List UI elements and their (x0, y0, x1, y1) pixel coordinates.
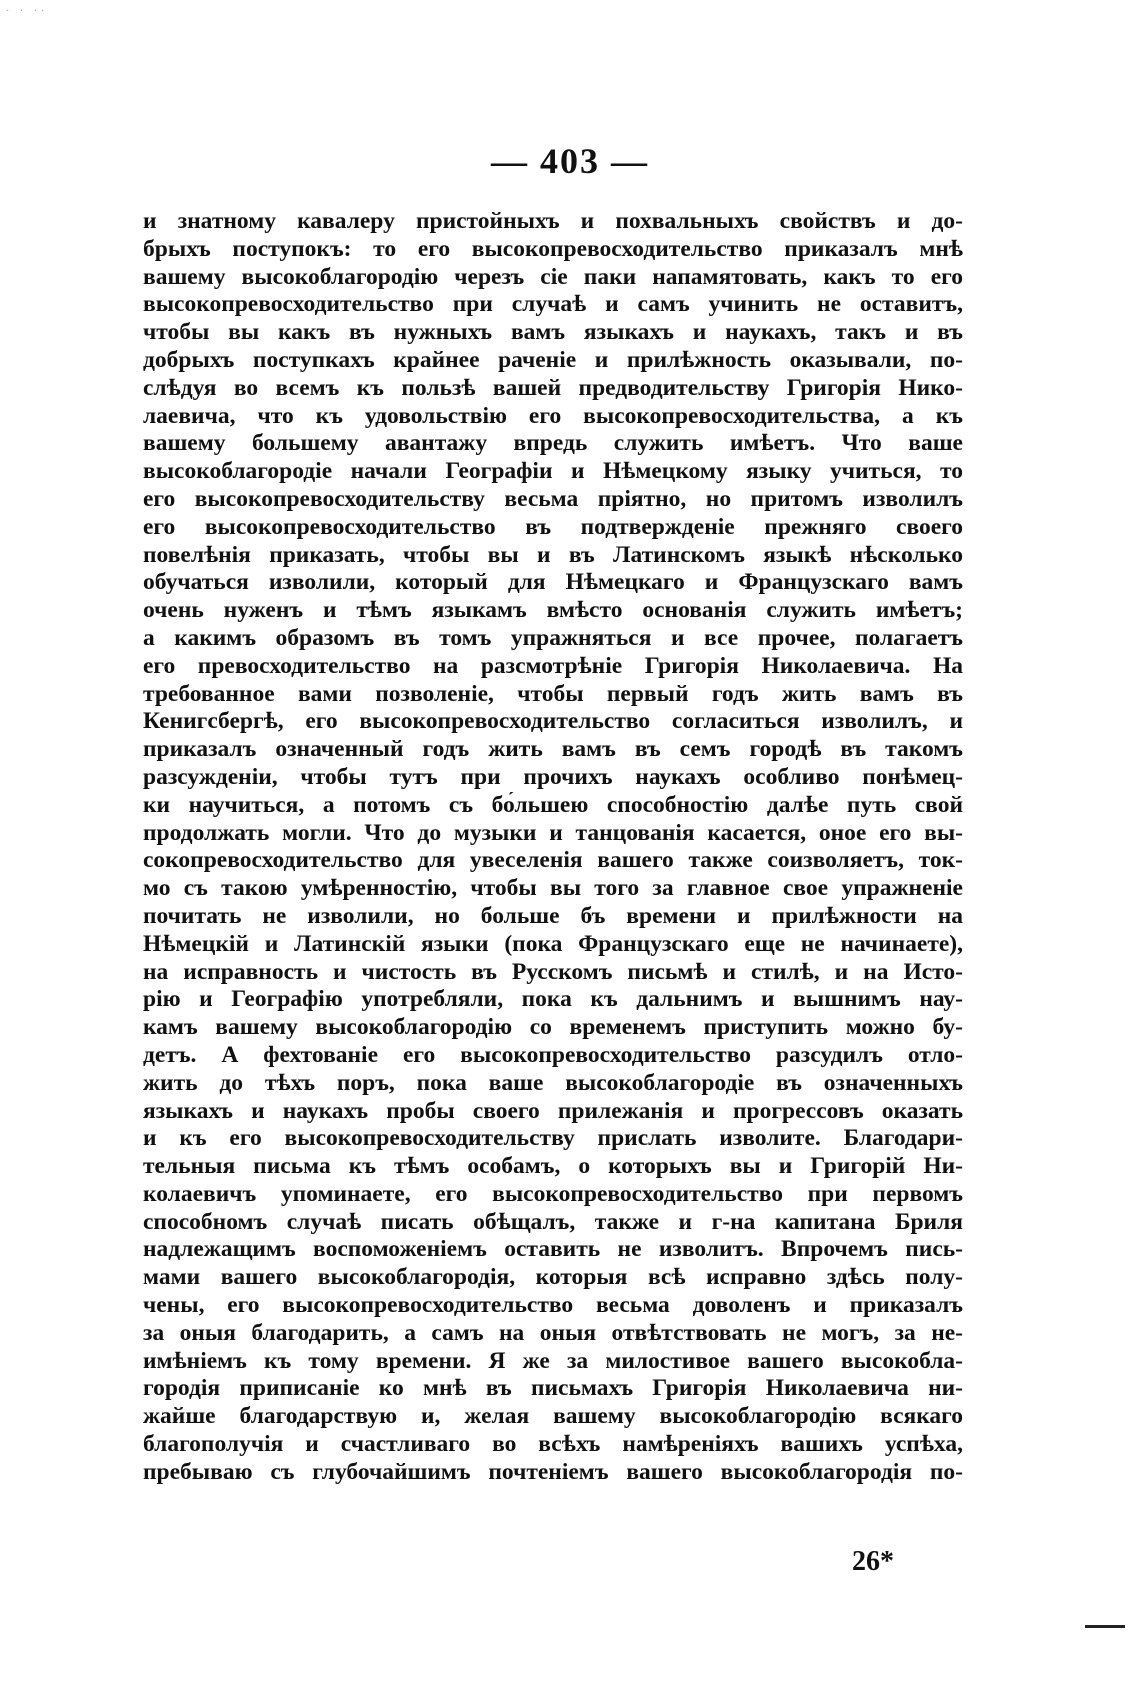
text-line: почитать не изволили, но больше бъ времени и прилѣжности на (143, 902, 963, 929)
text-line: чтобы вы какъ въ нужныхъ вамъ языкахъ и наукахъ, такъ и въ (143, 319, 963, 346)
text-line: за оныя благодарить, а самъ на оныя отвѣтствовать не могъ, за не- (143, 1319, 963, 1346)
text-line: имѣніемъ къ тому времени. Я же за милостивое вашего высокобла- (143, 1347, 963, 1374)
text-line: способномъ случаѣ писать обѣщалъ, также и г-на капитана Бриля (143, 1208, 963, 1235)
text-line: мо съ такою умѣренностію, чтобы вы того за главное свое упражненіе (143, 875, 963, 902)
text-line: вашему высокоблагородію черезъ сіе паки напамятовать, какъ то его (143, 263, 963, 290)
text-line: пребываю съ глубочайшимъ почтеніемъ вашего высокоблагородія по- (143, 1458, 963, 1485)
text-line: приказалъ означенный годъ жить вамъ въ семъ городѣ въ такомъ (143, 736, 963, 763)
text-line: Кенигсбергѣ, его высокопревосходительство согласиться изволилъ, и (143, 708, 963, 735)
text-line: рію и Географію употребляли, пока къ дальнимъ и вышнимъ нау- (143, 986, 963, 1013)
text-line: обучаться изволили, который для Нѣмецкаго и Французскаго вамъ (143, 569, 963, 596)
text-line: детъ. А фехтованіе его высокопревосходительство разсудилъ отло- (143, 1041, 963, 1068)
text-line: и къ его высокопревосходительству прислать изволите. Благодари- (143, 1125, 963, 1152)
text-line: брыхъ поступокъ: то его высокопревосходительство приказалъ мнѣ (143, 235, 963, 262)
corner-marks: · · ·· (6, 6, 49, 17)
text-line: добрыхъ поступкахъ крайнее раченіе и прилѣжность оказывали, по- (143, 346, 963, 373)
text-line: а какимъ образомъ въ томъ упражняться и все прочее, полагаетъ (143, 624, 963, 651)
text-line: сокопревосходительство для увеселенія вашего также соизволяетъ, ток- (143, 847, 963, 874)
page-number: — 403 — (491, 141, 649, 181)
text-line: языкахъ и наукахъ пробы своего прилежанія и прогрессовъ оказать (143, 1097, 963, 1124)
text-line: высокопревосходительство при случаѣ и самъ учинить не оставитъ, (143, 291, 963, 318)
text-line: на исправность и чистость въ Русскомъ письмѣ и стилѣ, и на Исто- (143, 958, 963, 985)
edge-dash (1085, 1625, 1125, 1628)
text-line: Нѣмецкій и Латинскій языки (пока Французскаго еще не начинаете), (143, 930, 963, 957)
text-line: чены, его высокопревосходительство весьма доволенъ и приказалъ (143, 1292, 963, 1319)
text-line: продолжать могли. Что до музыки и танцованія касается, оное его вы- (143, 819, 963, 846)
text-line: лаевича, что къ удовольствію его высокопревосходительства, а къ (143, 402, 963, 429)
text-line: мами вашего высокоблагородія, которыя всѣ исправно здѣсь полу- (143, 1264, 963, 1291)
text-line: надлежащимъ воспоможеніемъ оставить не изволитъ. Впрочемъ пись- (143, 1236, 963, 1263)
text-line: его высокопревосходительству весьма пріятно, но притомъ изволилъ (143, 485, 963, 512)
text-line: жить до тѣхъ поръ, пока ваше высокоблагородіе въ означенныхъ (143, 1069, 963, 1096)
text-line: его высокопревосходительство въ подтвержденіе прежняго своего (143, 513, 963, 540)
text-line: вашему большему авантажу впредь служить имѣетъ. Что ваше (143, 430, 963, 457)
text-line: слѣдуя во всемъ къ пользѣ вашей предводительству Григорія Нико- (143, 374, 963, 401)
text-line: городія приписаніе ко мнѣ въ письмахъ Григорія Николаевича ни- (143, 1375, 963, 1402)
text-line: ки научиться, а потомъ съ бо́льшею способностію далѣе путь свой (143, 791, 963, 818)
text-line: высокоблагородіе начали Географіи и Нѣмецкому языку учиться, то (143, 458, 963, 485)
text-line: жайше благодарствую и, желая вашему высокоблагородію всякаго (143, 1403, 963, 1430)
text-line: повелѣнія приказать, чтобы вы и въ Латинскомъ языкѣ нѣсколько (143, 541, 963, 568)
text-line: разсужденіи, чтобы тутъ при прочихъ наукахъ особливо понѣмец- (143, 763, 963, 790)
body-text (143, 208, 963, 1487)
text-line: тельныя письма къ тѣмъ особамъ, о которыхъ вы и Григорій Ни- (143, 1153, 963, 1180)
text-line: его превосходительство на разсмотрѣніе Григорія Николаевича. На (143, 652, 963, 679)
text-line: и знатному кавалеру пристойныхъ и похвальныхъ свойствъ и до- (143, 208, 963, 234)
text-line: камъ вашему высокоблагородію со временемъ приступить можно бу- (143, 1014, 963, 1041)
signature-mark: 26* (852, 1546, 894, 1577)
text-line: очень нуженъ и тѣмъ языкамъ вмѣсто основанія служить имѣетъ; (143, 597, 963, 624)
text-line: требованное вами позволеніе, чтобы первый годъ жить вамъ въ (143, 680, 963, 707)
text-line: благополучія и счастливаго во всѣхъ намѣреніяхъ вашихъ успѣха, (143, 1431, 963, 1458)
text-line: колаевичъ упоминаете, его высокопревосходительство при первомъ (143, 1180, 963, 1207)
